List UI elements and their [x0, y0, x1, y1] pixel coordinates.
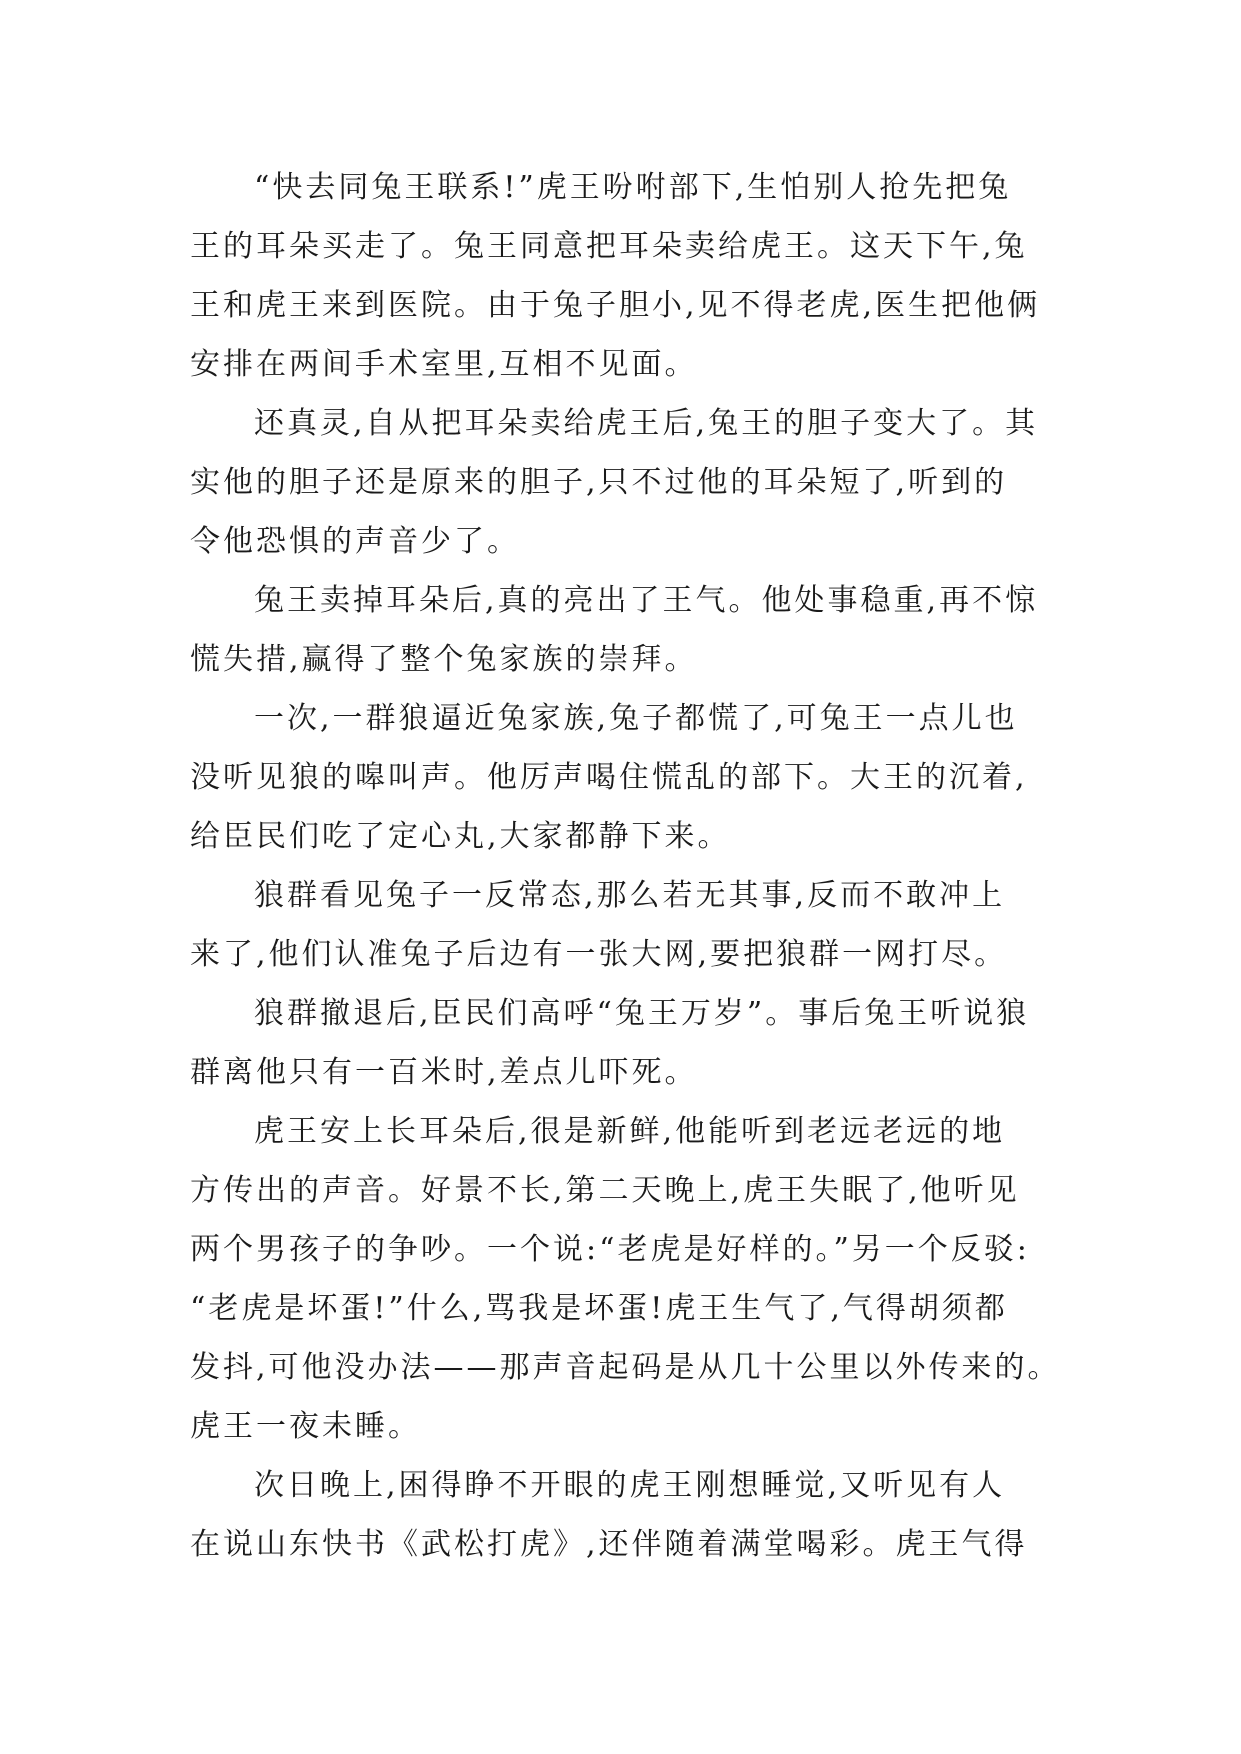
- text-line: 给臣民们吃了定心丸,大家都静下来。: [190, 819, 731, 854]
- text-line: 令他恐惧的声音少了。: [190, 524, 520, 559]
- text-line: 两个男孩子的争吵。一个说:“老虎是好样的。”另一个反驳:: [190, 1232, 1030, 1267]
- text-line: 群离他只有一百米时,差点儿吓死。: [190, 1055, 698, 1090]
- text-line: 次日晚上,困得睁不开眼的虎王刚想睡觉,又听见有人: [254, 1468, 1006, 1503]
- paragraph: [190, 571, 1070, 689]
- paragraph: [190, 394, 1070, 571]
- text-line: 方传出的声音。好景不长,第二天晚上,虎王失眠了,他听见: [190, 1173, 1020, 1208]
- text-line: 狼群看见兔子一反常态,那么若无其事,反而不敢冲上: [254, 878, 1006, 913]
- text-line: “快去同兔王联系!”虎王吩咐部下,生怕别人抢先把兔: [254, 170, 1012, 205]
- story-text: [190, 158, 1070, 1574]
- text-line: 狼群撤退后,臣民们高呼“兔王万岁”。事后兔王听说狼: [254, 996, 1030, 1031]
- text-line: 在说山东快书《武松打虎》,还伴随着满堂喝彩。虎王气得: [190, 1527, 1028, 1562]
- text-line: 发抖,可他没办法——那声音起码是从几十公里以外传来的。: [190, 1350, 1061, 1385]
- text-line: 没听见狼的嗥叫声。他厉声喝住慌乱的部下。大王的沉着,: [190, 760, 1028, 795]
- text-line: 安排在两间手术室里,互相不见面。: [190, 347, 698, 382]
- text-line: 慌失措,赢得了整个兔家族的崇拜。: [190, 642, 698, 677]
- text-line: 王和虎王来到医院。由于兔子胆小,见不得老虎,医生把他俩: [190, 288, 1041, 323]
- text-line: 一次,一群狼逼近兔家族,兔子都慌了,可兔王一点儿也: [254, 701, 1018, 736]
- text-line: 兔王卖掉耳朵后,真的亮出了王气。他处事稳重,再不惊: [254, 583, 1039, 618]
- text-line: 王的耳朵买走了。兔王同意把耳朵卖给虎王。这天下午,兔: [190, 229, 1028, 264]
- text-line: 来了,他们认准兔子后边有一张大网,要把狼群一网打尽。: [190, 937, 1008, 972]
- text-line: 还真灵,自从把耳朵卖给虎王后,兔王的胆子变大了。其: [254, 406, 1039, 441]
- paragraph: [190, 984, 1070, 1102]
- paragraph: [190, 1456, 1070, 1574]
- paragraph: [190, 1102, 1070, 1456]
- text-line: “老虎是坏蛋!”什么,骂我是坏蛋!虎王生气了,气得胡须都: [190, 1291, 1008, 1326]
- paragraph: [190, 158, 1070, 394]
- text-line: 实他的胆子还是原来的胆子,只不过他的耳朵短了,听到的: [190, 465, 1008, 500]
- text-line: 虎王安上长耳朵后,很是新鲜,他能听到老远老远的地: [254, 1114, 1006, 1149]
- text-line: 虎王一夜未睡。: [190, 1409, 421, 1444]
- paragraph: [190, 689, 1070, 866]
- paragraph: [190, 866, 1070, 984]
